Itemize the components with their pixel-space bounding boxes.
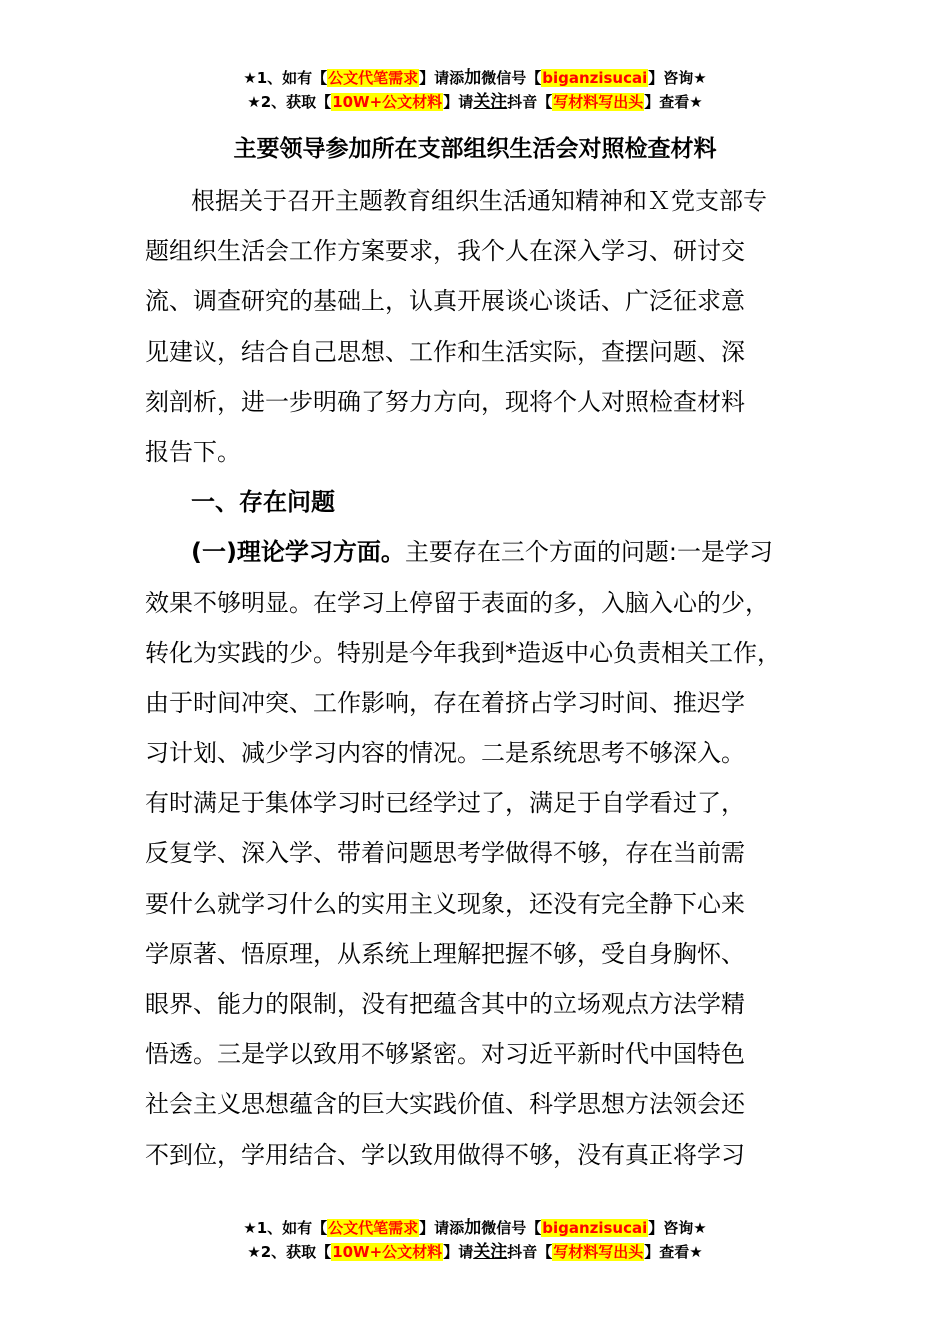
- paragraph-line: 有时满足于集体学习时已经学过了，满足于自学看过了，: [145, 789, 745, 818]
- paragraph-line: 效果不够明显。在学习上停留于表面的多，入脑入心的少，: [145, 588, 769, 617]
- intro-line: 根据关于召开主题教育组织生活通知精神和Ｘ党支部专: [191, 187, 767, 215]
- promo-highlight-douyin: 写材料写出头: [553, 93, 644, 111]
- promo-banner-top: [0, 66, 950, 114]
- promo-line-2-prefix: ★2、获取【: [247, 93, 332, 111]
- promo-line-2-suffix: 】查看★: [644, 93, 703, 111]
- promo-highlight-service: 公文代笔需求: [328, 1219, 419, 1237]
- promo-line-2-emph: 关注: [473, 1242, 508, 1262]
- paragraph-line: 不到位，学用结合、学以致用做得不够，没有真正将学习: [145, 1140, 745, 1169]
- section-heading: 一、存在问题: [191, 488, 335, 517]
- promo-banner-bottom: [0, 1216, 950, 1264]
- promo-line-2: [0, 90, 950, 114]
- promo-line-1: [0, 1216, 950, 1240]
- paragraph-line: 要什么就学习什么的实用主义现象，还没有完全静下心来: [145, 889, 745, 918]
- paragraph-line: 反复学、深入学、带着问题思考学做得不够，存在当前需: [145, 839, 745, 868]
- subsection-heading: (一)理论学习方面。: [191, 538, 405, 567]
- promo-line-2-mid: 】请: [443, 93, 474, 111]
- promo-line-2-mid2: 抖音【: [507, 1243, 553, 1261]
- intro-line: 报告下。: [145, 437, 241, 466]
- paragraph-line: 习计划、减少学习内容的情况。二是系统思考不够深入。: [145, 739, 745, 768]
- intro-line: 刻剖析，进一步明确了努力方向，现将个人对照检查材料: [145, 387, 745, 416]
- promo-highlight-materials: 10W+公文材料: [332, 93, 443, 111]
- promo-line-1-emph: 加: [464, 1218, 482, 1238]
- document-title: 主要领导参加所在支部组织生活会对照检查材料: [233, 136, 717, 162]
- promo-line-1-mid2: 微信号【: [481, 1219, 542, 1237]
- subsection-first-line: [145, 527, 815, 577]
- promo-highlight-wechat-id: biganzisucai: [542, 1219, 648, 1237]
- paragraph-line: 学原著、悟原理，从系统上理解把握不够，受自身胸怀、: [145, 939, 745, 968]
- intro-line: 流、调查研究的基础上，认真开展谈心谈话、广泛征求意: [145, 287, 745, 316]
- promo-line-2-emph: 关注: [473, 92, 508, 112]
- promo-line-2-suffix: 】查看★: [644, 1243, 703, 1261]
- promo-line-1-mid: 】请添: [419, 69, 465, 87]
- promo-line-1-suffix: 】咨询★: [648, 69, 707, 87]
- promo-line-1-mid: 】请添: [419, 1219, 465, 1237]
- promo-line-1-mid2: 微信号【: [481, 69, 542, 87]
- promo-line-2-prefix: ★2、获取【: [247, 1243, 332, 1261]
- intro-line: 见建议，结合自己思想、工作和生活实际，查摆问题、深: [145, 337, 745, 366]
- promo-line-1-emph: 加: [464, 68, 482, 88]
- promo-line-1-suffix: 】咨询★: [648, 1219, 707, 1237]
- document-body: [145, 176, 815, 1180]
- promo-line-2-mid: 】请: [443, 1243, 474, 1261]
- promo-highlight-materials: 10W+公文材料: [332, 1243, 443, 1261]
- promo-line-1-prefix: ★1、如有【: [243, 69, 328, 87]
- promo-line-2: [0, 1240, 950, 1264]
- promo-highlight-douyin: 写材料写出头: [553, 1243, 644, 1261]
- subsection-first-line-text: 主要存在三个方面的问题:一是学习: [404, 538, 774, 567]
- promo-line-1-prefix: ★1、如有【: [243, 1219, 328, 1237]
- paragraph-line: 由于时间冲突、工作影响，存在着挤占学习时间、推迟学: [145, 688, 745, 717]
- paragraph-line: 转化为实践的少。特别是今年我到*造返中心负责相关工作，: [145, 638, 781, 667]
- intro-line: 题组织生活会工作方案要求，我个人在深入学习、研讨交: [145, 237, 745, 266]
- promo-highlight-wechat-id: biganzisucai: [542, 69, 648, 87]
- promo-highlight-service: 公文代笔需求: [328, 69, 419, 87]
- paragraph-line: 社会主义思想蕴含的巨大实践价值、科学思想方法领会还: [145, 1090, 745, 1119]
- promo-line-1: [0, 66, 950, 90]
- promo-line-2-mid2: 抖音【: [507, 93, 553, 111]
- paragraph-line: 眼界、能力的限制，没有把蕴含其中的立场观点方法学精: [145, 990, 745, 1018]
- paragraph-line: 悟透。三是学以致用不够紧密。对习近平新时代中国特色: [145, 1040, 745, 1069]
